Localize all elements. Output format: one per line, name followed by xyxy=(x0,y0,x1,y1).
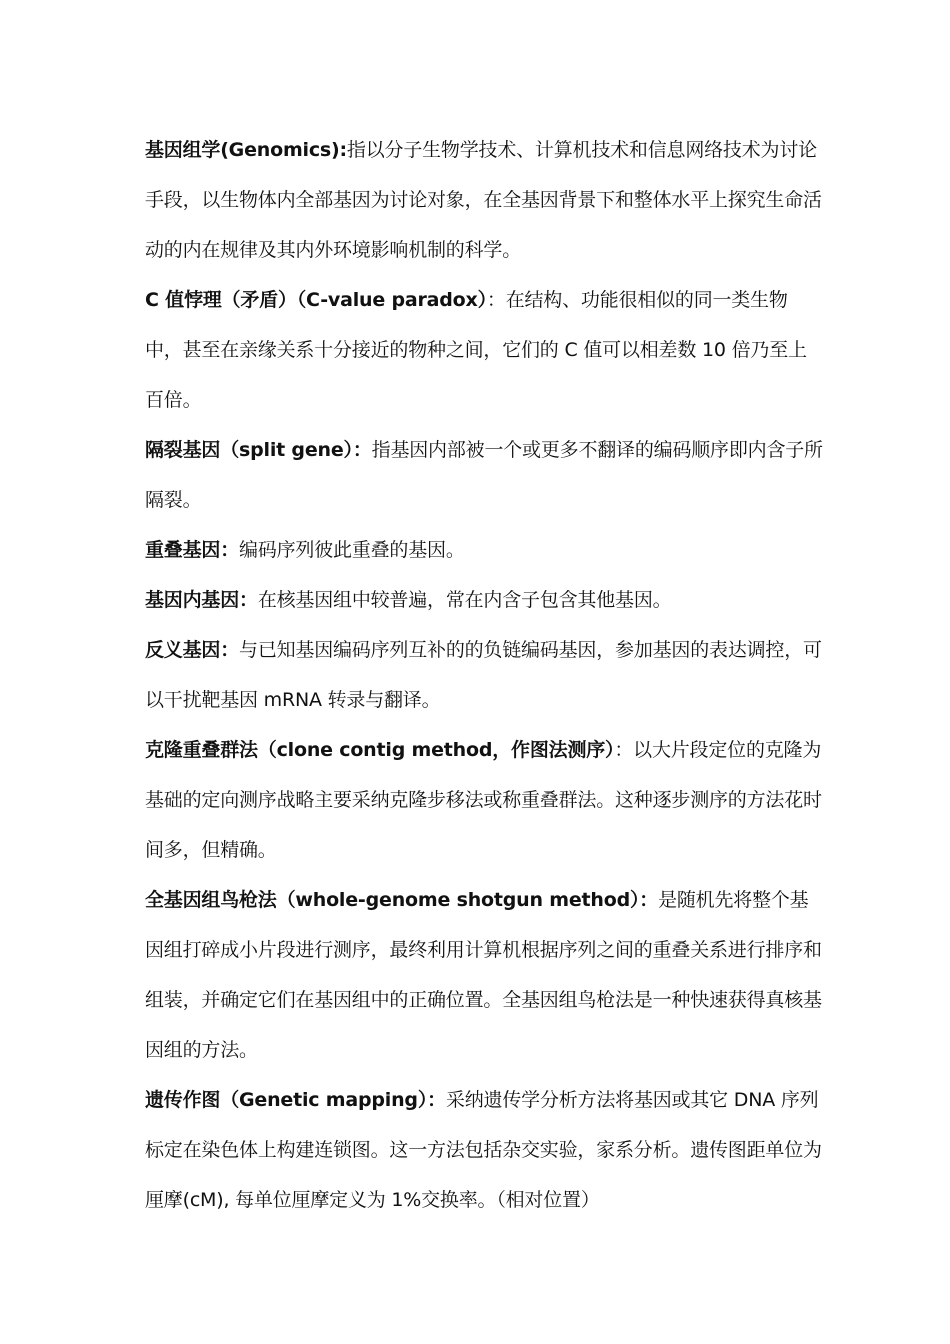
term-genetic-mapping: 遗传作图（Genetic mapping）： xyxy=(145,1089,446,1111)
definition-genomics: 指以分子生物学技术、计算机技术和信息网络技术为讨论手段，以生物体内全部基因为讨论对象，在全基因背景下和整体水平上探究生命活动的内在规律及其内外环境影响机制的科学。 xyxy=(145,139,822,261)
entry-clone-contig-method xyxy=(145,725,825,875)
entry-antisense-gene xyxy=(145,625,825,725)
term-antisense-gene: 反义基因： xyxy=(145,639,240,661)
entry-genomics xyxy=(145,125,825,275)
entry-split-gene xyxy=(145,425,825,525)
term-c-value-paradox: C 值悖理（矛盾）（C-value paradox） xyxy=(145,289,487,311)
term-genomics: 基因组学(Genomics): xyxy=(145,139,347,161)
entry-overlapping-gene xyxy=(145,525,825,575)
definition-overlapping-gene: 编码序列彼此重叠的基因。 xyxy=(239,539,465,561)
term-split-gene: 隔裂基因（split gene）： xyxy=(145,439,372,461)
entry-gene-within-gene xyxy=(145,575,825,625)
entry-genetic-mapping xyxy=(145,1075,825,1225)
definition-split-gene: 指基因内部被一个或更多不翻译的编码顺序即内含子所隔裂。 xyxy=(145,439,823,511)
entry-c-value-paradox xyxy=(145,275,825,425)
entry-shotgun-method xyxy=(145,875,825,1075)
definition-genetic-mapping: 采纳遗传学分析方法将基因或其它 DNA 序列标定在染色体上构建连锁图。这一方法包括杂交实验，家系分析。遗传图距单位为厘摩(cM), 每单位厘摩定义为 1%交换率。（相对位置） xyxy=(145,1089,822,1211)
term-overlapping-gene: 重叠基因： xyxy=(145,539,240,561)
definition-shotgun-method: 是随机先将整个基因组打碎成小片段进行测序，最终利用计算机根据序列之间的重叠关系进行排序和组装，并确定它们在基因组中的正确位置。全基因组鸟枪法是一种快速获得真核基因组的方法。 xyxy=(145,889,822,1061)
term-gene-within-gene: 基因内基因： xyxy=(145,589,258,611)
term-clone-contig-method: 克隆重叠群法（clone contig method，作图法测序） xyxy=(145,739,615,761)
definition-clone-contig-method: ：以大片段定位的克隆为基础的定向测序战略主要采纳克隆步移法或称重叠群法。这种逐步测序的方法花时间多，但精确。 xyxy=(145,739,822,861)
definition-gene-within-gene: 在核基因组中较普遍，常在内含子包含其他基因。 xyxy=(257,589,672,611)
document-page xyxy=(145,125,825,1225)
definition-c-value-paradox: ：在结构、功能很相似的同一类生物中，甚至在亲缘关系十分接近的物种之间，它们的 C 值可以相差数 10 倍乃至上百倍。 xyxy=(145,289,807,411)
term-shotgun-method: 全基因组鸟枪法（whole-genome shotgun method）： xyxy=(145,889,659,911)
definition-antisense-gene: 与已知基因编码序列互补的的负链编码基因，参加基因的表达调控，可以干扰靶基因 mRNA 转录与翻译。 xyxy=(145,639,822,711)
